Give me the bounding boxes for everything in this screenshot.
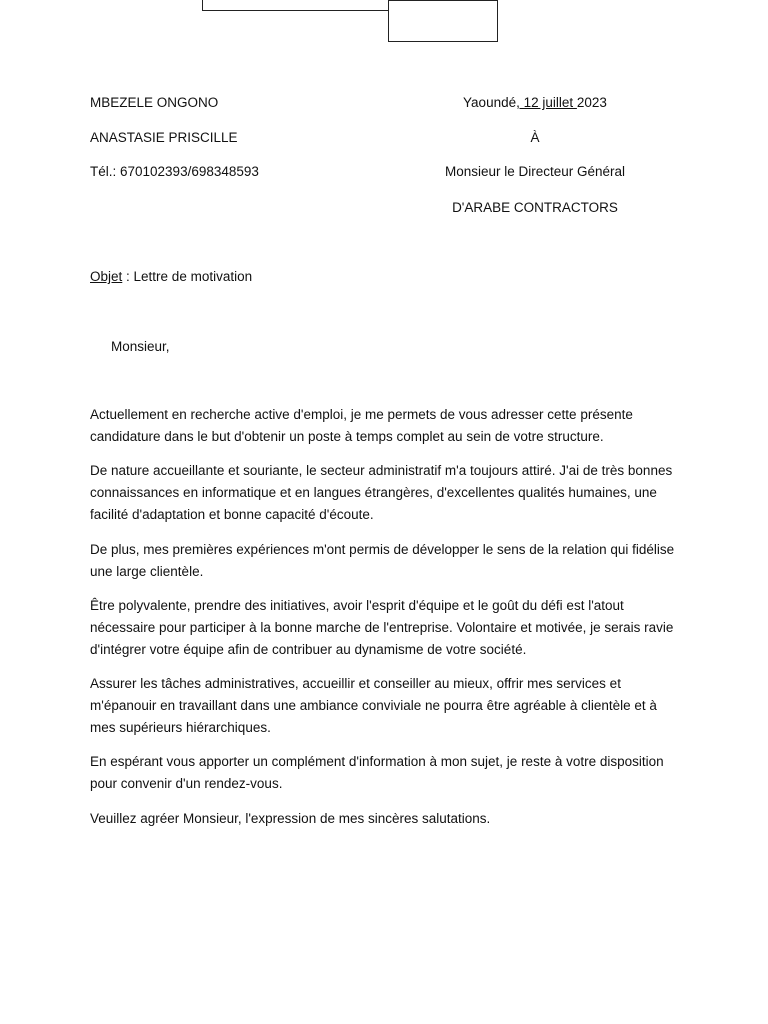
paragraph-5: Assurer les tâches administratives, accueillir et conseiller au mieux, offrir mes services et m'épanouir en travaillant dans une ambiance conviviale ne pourra être agréable à clientèle et à mes supérieurs hiérarchiques.: [90, 676, 657, 735]
salutation: Monsieur,: [111, 339, 170, 354]
recipient-title: Monsieur le Directeur Général: [444, 164, 626, 179]
letter-date: [400, 95, 670, 111]
paragraph-6: En espérant vous apporter un complément d'information à mon sujet, je reste à votre disposition pour convenir d'un rendez-vous.: [90, 754, 664, 791]
date-day-month: , 12 juillet: [516, 95, 577, 110]
subject-label: Objet: [90, 269, 123, 284]
subject-line: [90, 269, 252, 285]
paragraph-1: Actuellement en recherche active d'emploi, je me permets de vous adresser cette présente candidature dans le but d'obtenir un poste à temps complet au sein de votre structure.: [90, 407, 633, 444]
subject-text: : Lettre de motivation: [122, 269, 253, 284]
date-city: Yaoundé: [463, 95, 517, 110]
sender-name-line1: MBEZELE ONGONO: [90, 95, 219, 110]
sender-name-line2: ANASTASIE PRISCILLE: [90, 130, 238, 145]
date-year: 2023: [576, 95, 607, 110]
paragraph-3: De plus, mes premières expériences m'ont permis de développer le sens de la relation qui fidélise une large clientèle.: [90, 542, 675, 579]
header-box-right: [388, 0, 498, 42]
paragraph-2: De nature accueillante et souriante, le secteur administratif m'a toujours attiré. J'ai de très bonnes connaissances en informatique et en langues étrangères, d'excellentes qualités humaines, une facilité d'adaptation et bonne capacité d'écoute.: [90, 463, 673, 522]
header-box-left: [202, 0, 389, 11]
paragraph-4: Être polyvalente, prendre des initiatives, avoir l'esprit d'équipe et le goût du défi est l'atout nécessaire pour participer à la bonne marche de l'entreprise. Volontaire et motivée, je serais ravie d'intégrer votre équipe afin de contribuer au dynamisme de votre société.: [90, 598, 674, 657]
recipient-prefix: À: [530, 130, 540, 145]
paragraph-7: Veuillez agréer Monsieur, l'expression de mes sincères salutations.: [90, 811, 491, 826]
sender-phone: Tél.: 670102393/698348593: [90, 164, 259, 179]
recipient-company: D'ARABE CONTRACTORS: [452, 200, 618, 215]
